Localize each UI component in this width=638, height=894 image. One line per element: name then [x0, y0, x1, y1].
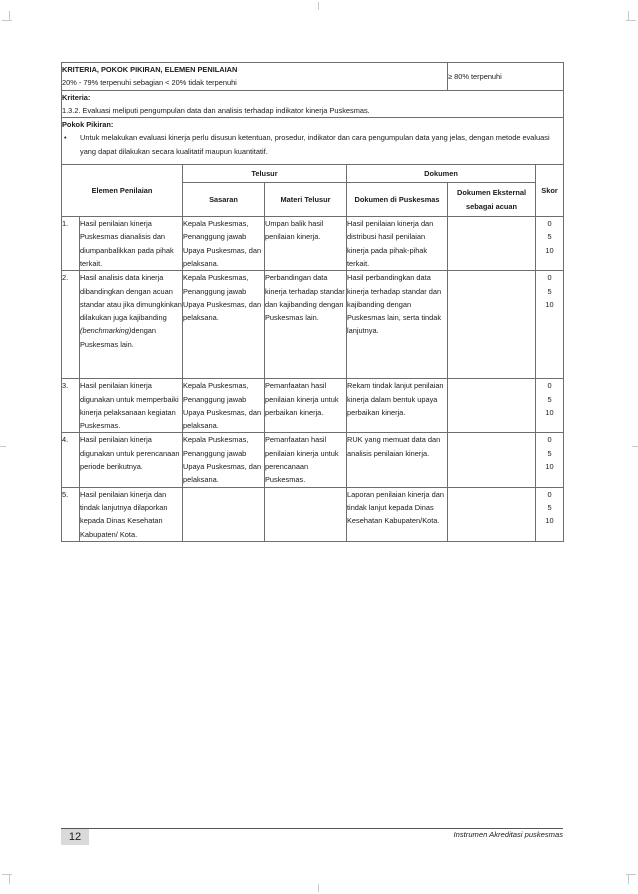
- col-header-elemen: Elemen Penilaian: [62, 165, 183, 217]
- skor-value: 5: [547, 502, 552, 512]
- skor-value: 0: [547, 489, 552, 499]
- skor-cell: [536, 433, 564, 487]
- dok-eksternal-cell: [448, 217, 536, 271]
- sasaran-cell: Kepala Puskesmas, Penanggung jawab Upaya Puskesmas, dan pelaksana.: [183, 217, 265, 271]
- dok-eksternal-cell: [448, 379, 536, 433]
- bullet-marker: •: [64, 133, 67, 143]
- col-header-dok-eksternal: Dokumen Eksternal sebagai acuan: [448, 183, 536, 217]
- dok-puskesmas-cell: Hasil perbandingkan data kinerja terhadap standar dan kajibanding dengan Puskesmas lain, serta tindak lanjutnya.: [347, 271, 448, 379]
- skor-value: 0: [547, 273, 552, 283]
- skor-value: 10: [545, 462, 554, 472]
- column-header-row-1: [62, 165, 564, 183]
- materi-cell: Umpan balik hasil penilaian kinerja.: [265, 217, 347, 271]
- crop-mark: [2, 874, 12, 875]
- materi-cell: Pemanfaatan hasil penilaian kinerja untuk perbaikan kinerja.: [265, 379, 347, 433]
- elemen-cell: Hasil analisis data kinerja dibandingkan dengan acuan standar atau jika dimungkinkan dilakukan juga kajibanding (benchmarking)dengan Puskesmas lain.: [80, 271, 183, 379]
- row-number: 4.: [62, 433, 80, 487]
- skor-value: 0: [547, 219, 552, 229]
- elemen-cell: Hasil penilaian kinerja digunakan untuk perencanaan periode berikutnya.: [80, 433, 183, 487]
- pokok-label: Pokok Pikiran:: [62, 120, 114, 130]
- pokok-bullet-item: [62, 131, 563, 158]
- elemen-cell: Hasil penilaian kinerja dan tindak lanjutnya dilaporkan kepada Dinas Kesehatan Kabupaten/ Kota.: [80, 487, 183, 541]
- skor-value: 5: [547, 448, 552, 458]
- col-header-materi: Materi Telusur: [265, 183, 347, 217]
- row-number: 5.: [62, 487, 80, 541]
- dok-puskesmas-cell: Rekam tindak lanjut penilaian kinerja dalam bentuk upaya perbaikan kinerja.: [347, 379, 448, 433]
- assessment-table: [61, 62, 564, 542]
- dok-eksternal-cell: [448, 433, 536, 487]
- col-header-dok-puskesmas: Dokumen di Puskesmas: [347, 183, 448, 217]
- crop-mark: [628, 874, 629, 884]
- header-title: KRITERIA, POKOK PIKIRAN, ELEMEN PENILAIAN: [62, 65, 238, 74]
- document-title: Instrumen Akreditasi puskesmas: [453, 830, 563, 839]
- skor-cell: [536, 487, 564, 541]
- row-number: 2.: [62, 271, 80, 379]
- crop-mark: [632, 446, 638, 447]
- dok-puskesmas-cell: RUK yang memuat data dan analisis penilaian kinerja.: [347, 433, 448, 487]
- sasaran-cell: Kepala Puskesmas, Penanggung jawab Upaya Puskesmas, dan pelaksana.: [183, 379, 265, 433]
- crop-mark: [626, 20, 636, 21]
- pokok-cell: [62, 118, 564, 165]
- pokok-row: [62, 118, 564, 165]
- skor-cell: [536, 217, 564, 271]
- col-header-skor: Skor: [536, 165, 564, 217]
- skor-value: 5: [547, 232, 552, 242]
- table-row: [62, 271, 564, 379]
- crop-mark: [2, 20, 12, 21]
- dok-puskesmas-cell: Hasil penilaian kinerja dan distribusi hasil penilaian kinerja pada pihak-pihak terkait.: [347, 217, 448, 271]
- skor-value: 10: [545, 407, 554, 417]
- col-header-telusur: Telusur: [183, 165, 347, 183]
- materi-cell: [265, 487, 347, 541]
- crop-mark: [0, 446, 6, 447]
- materi-cell: Perbandingan data kinerja terhadap standar dan kajibanding dengan Puskesmas lain.: [265, 271, 347, 379]
- elemen-cell: Hasil penilaian kinerja digunakan untuk memperbaiki kinerja pelaksanaan kegiatan Puskesmas.: [80, 379, 183, 433]
- col-header-dokumen: Dokumen: [347, 165, 536, 183]
- skor-value: 10: [545, 516, 554, 526]
- kriteria-cell: [62, 90, 564, 118]
- page-number: 12: [61, 829, 89, 845]
- table-row: [62, 379, 564, 433]
- sasaran-cell: [183, 487, 265, 541]
- table-row: [62, 487, 564, 541]
- kriteria-text: 1.3.2. Evaluasi meliputi pengumpulan data dan analisis terhadap indikator kinerja Puskesmas.: [62, 105, 370, 115]
- table-row: [62, 433, 564, 487]
- pokok-text: Untuk melakukan evaluasi kinerja perlu disusun ketentuan, prosedur, indikator dan cara pengumpulan data yang jelas, dengan metode evaluasi yang dapat dilakukan secara kualitatif maupun kuantitatif.: [80, 133, 550, 156]
- sasaran-cell: Kepala Puskesmas, Penanggung jawab Upaya Puskesmas, dan pelaksana.: [183, 433, 265, 487]
- header-scale-text: 20% - 79% terpenuhi sebagian < 20% tidak terpenuhi: [62, 78, 237, 88]
- skor-cell: [536, 379, 564, 433]
- materi-cell: Pemanfaatan hasil penilaian kinerja untuk perencanaan Puskesmas.: [265, 433, 347, 487]
- row-number: 1.: [62, 217, 80, 271]
- col-header-sasaran: Sasaran: [183, 183, 265, 217]
- sasaran-cell: Kepala Puskesmas, Penanggung jawab Upaya Puskesmas, dan pelaksana.: [183, 271, 265, 379]
- crop-mark: [9, 874, 10, 884]
- kriteria-row: [62, 90, 564, 118]
- header-right-cell: [448, 63, 564, 91]
- header-full-text: ≥ 80% terpenuhi: [448, 71, 502, 81]
- crop-mark: [318, 884, 319, 892]
- table-row: [62, 217, 564, 271]
- crop-mark: [318, 2, 319, 10]
- elemen-cell: Hasil penilaian kinerja Puskesmas dianalisis dan diumpanbalikkan pada pihak terkait.: [80, 217, 183, 271]
- skor-cell: [536, 271, 564, 379]
- dok-eksternal-cell: [448, 487, 536, 541]
- skor-value: 10: [545, 245, 554, 255]
- skor-value: 0: [547, 435, 552, 445]
- skor-value: 10: [545, 299, 554, 309]
- kriteria-label: Kriteria:: [62, 92, 91, 102]
- row-number: 3.: [62, 379, 80, 433]
- header-left-cell: [62, 63, 448, 91]
- skor-value: 5: [547, 394, 552, 404]
- skor-value: 0: [547, 381, 552, 391]
- dok-puskesmas-cell: Laporan penilaian kinerja dan tindak lanjut kepada Dinas Kesehatan Kabupaten/Kota.: [347, 487, 448, 541]
- skor-value: 5: [547, 286, 552, 296]
- dok-eksternal-cell: [448, 271, 536, 379]
- header-row: [62, 63, 564, 91]
- crop-mark: [626, 874, 636, 875]
